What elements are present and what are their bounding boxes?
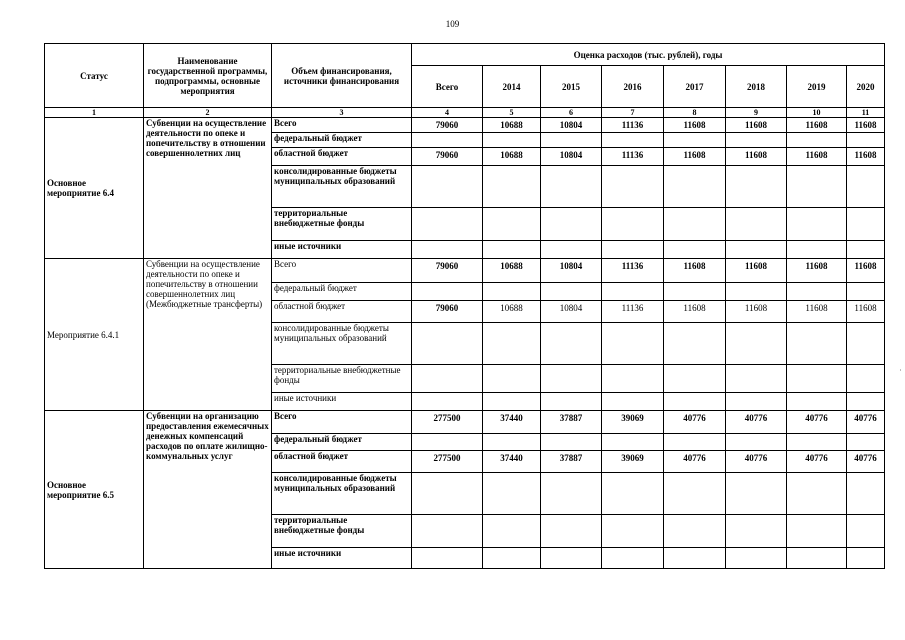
- amount-cell: [726, 208, 787, 241]
- amount-cell: [726, 434, 787, 451]
- amount-cell: 11608: [787, 118, 847, 133]
- column-number: 11: [847, 108, 885, 118]
- amount-cell: [847, 473, 885, 515]
- amount-cell: 11136: [602, 301, 664, 323]
- amount-cell: [787, 208, 847, 241]
- amount-cell: 40776: [847, 451, 885, 473]
- amount-cell: [787, 323, 847, 365]
- column-number: 1: [45, 108, 144, 118]
- amount-cell: [847, 133, 885, 148]
- amount-cell: [787, 283, 847, 301]
- header-year: 2019: [787, 66, 847, 108]
- amount-cell: [847, 166, 885, 208]
- header-year: 2015: [541, 66, 602, 108]
- amount-cell: [787, 133, 847, 148]
- section-name: Субвенции на осуществление деятельности по опеке и попечительству в отношении совершеннолетних лиц: [144, 118, 272, 259]
- amount-cell: 37440: [483, 411, 541, 434]
- amount-cell: [483, 133, 541, 148]
- amount-cell: [541, 323, 602, 365]
- amount-cell: [847, 393, 885, 411]
- amount-cell: [664, 283, 726, 301]
- amount-cell: [787, 365, 847, 393]
- amount-cell: [726, 283, 787, 301]
- amount-cell: [412, 133, 483, 148]
- amount-cell: [726, 133, 787, 148]
- amount-cell: [541, 241, 602, 259]
- amount-cell: 277500: [412, 451, 483, 473]
- funding-source: иные источники: [272, 241, 412, 259]
- amount-cell: 10688: [483, 301, 541, 323]
- amount-cell: [787, 473, 847, 515]
- amount-cell: 11136: [602, 259, 664, 283]
- amount-cell: 11608: [787, 148, 847, 166]
- funding-source: консолидированные бюджеты муниципальных образований: [272, 323, 412, 365]
- header-year: 2020: [847, 66, 885, 108]
- amount-cell: [602, 323, 664, 365]
- amount-cell: 39069: [602, 411, 664, 434]
- column-number: 5: [483, 108, 541, 118]
- funding-source: федеральный бюджет: [272, 434, 412, 451]
- amount-cell: [726, 473, 787, 515]
- amount-cell: [664, 434, 726, 451]
- amount-cell: 11608: [787, 259, 847, 283]
- amount-cell: [726, 393, 787, 411]
- amount-cell: [726, 365, 787, 393]
- funding-source: областной бюджет: [272, 301, 412, 323]
- amount-cell: [483, 365, 541, 393]
- amount-cell: 40776: [726, 451, 787, 473]
- section-name: Субвенции на осуществление деятельности по опеке и попечительству в отношении совершеннолетних лиц (Межбюджетные трансферты): [144, 259, 272, 411]
- amount-cell: 10804: [541, 301, 602, 323]
- amount-cell: [541, 393, 602, 411]
- amount-cell: [847, 548, 885, 569]
- column-number: 8: [664, 108, 726, 118]
- amount-cell: 40776: [664, 411, 726, 434]
- amount-cell: [483, 548, 541, 569]
- amount-cell: [541, 166, 602, 208]
- amount-cell: 11136: [602, 148, 664, 166]
- amount-cell: [541, 515, 602, 548]
- column-number: 10: [787, 108, 847, 118]
- amount-cell: [412, 365, 483, 393]
- amount-cell: [412, 208, 483, 241]
- amount-cell: [787, 393, 847, 411]
- page-number: 109: [445, 19, 460, 29]
- amount-cell: 277500: [412, 411, 483, 434]
- funding-source: Всего: [272, 411, 412, 434]
- amount-cell: [847, 365, 885, 393]
- amount-cell: [726, 515, 787, 548]
- amount-cell: [483, 166, 541, 208]
- amount-cell: 11608: [847, 301, 885, 323]
- amount-cell: [412, 241, 483, 259]
- header-year: 2018: [726, 66, 787, 108]
- amount-cell: 11608: [664, 301, 726, 323]
- header-status: Статус: [45, 44, 144, 108]
- column-number-row: [45, 108, 885, 118]
- amount-cell: 40776: [787, 451, 847, 473]
- amount-cell: [726, 323, 787, 365]
- amount-cell: [726, 241, 787, 259]
- amount-cell: [787, 434, 847, 451]
- amount-cell: 11608: [664, 259, 726, 283]
- amount-cell: [847, 283, 885, 301]
- amount-cell: 39069: [602, 451, 664, 473]
- amount-cell: [787, 241, 847, 259]
- amount-cell: [602, 473, 664, 515]
- amount-cell: 37440: [483, 451, 541, 473]
- amount-cell: 37887: [541, 411, 602, 434]
- header-source: Объем финансирования, источники финансирования: [272, 44, 412, 108]
- header-estimate: Оценка расходов (тыс. рублей), годы: [412, 44, 885, 66]
- funding-source: территориальные внебюджетные фонды: [272, 365, 412, 393]
- amount-cell: 11136: [602, 118, 664, 133]
- amount-cell: [602, 241, 664, 259]
- amount-cell: [483, 283, 541, 301]
- amount-cell: 79060: [412, 118, 483, 133]
- amount-cell: 11608: [847, 259, 885, 283]
- funding-source: территориальные внебюджетные фонды: [272, 515, 412, 548]
- amount-cell: [664, 473, 726, 515]
- amount-cell: [602, 208, 664, 241]
- funding-source: иные источники: [272, 548, 412, 569]
- funding-source: Всего: [272, 259, 412, 283]
- amount-cell: [847, 434, 885, 451]
- amount-cell: [602, 365, 664, 393]
- table-row: [45, 118, 885, 133]
- amount-cell: [412, 515, 483, 548]
- header-year: 2017: [664, 66, 726, 108]
- funding-source: федеральный бюджет: [272, 133, 412, 148]
- amount-cell: 40776: [847, 411, 885, 434]
- amount-cell: [602, 133, 664, 148]
- amount-cell: [412, 393, 483, 411]
- column-number: 3: [272, 108, 412, 118]
- amount-cell: [664, 208, 726, 241]
- amount-cell: 11608: [726, 259, 787, 283]
- amount-cell: [664, 241, 726, 259]
- budget-table: [44, 43, 885, 569]
- amount-cell: [541, 133, 602, 148]
- amount-cell: 40776: [726, 411, 787, 434]
- amount-cell: [541, 548, 602, 569]
- column-number: 6: [541, 108, 602, 118]
- amount-cell: [664, 548, 726, 569]
- amount-cell: [483, 241, 541, 259]
- funding-source: областной бюджет: [272, 148, 412, 166]
- funding-source: консолидированные бюджеты муниципальных образований: [272, 473, 412, 515]
- section-status: Мероприятие 6.4.1: [45, 259, 144, 411]
- amount-cell: [412, 473, 483, 515]
- column-number: 9: [726, 108, 787, 118]
- header-year: 2014: [483, 66, 541, 108]
- amount-cell: [847, 241, 885, 259]
- amount-cell: 40776: [787, 411, 847, 434]
- amount-cell: 40776: [664, 451, 726, 473]
- header-year: 2016: [602, 66, 664, 108]
- amount-cell: [602, 283, 664, 301]
- amount-cell: [664, 166, 726, 208]
- amount-cell: [847, 323, 885, 365]
- amount-cell: [664, 323, 726, 365]
- amount-cell: [541, 434, 602, 451]
- amount-cell: [726, 166, 787, 208]
- amount-cell: [602, 166, 664, 208]
- amount-cell: [412, 166, 483, 208]
- amount-cell: [541, 283, 602, 301]
- amount-cell: 10804: [541, 259, 602, 283]
- amount-cell: [602, 515, 664, 548]
- amount-cell: 11608: [664, 118, 726, 133]
- amount-cell: [483, 473, 541, 515]
- amount-cell: 79060: [412, 301, 483, 323]
- amount-cell: [847, 208, 885, 241]
- amount-cell: 10688: [483, 148, 541, 166]
- column-number: 2: [144, 108, 272, 118]
- amount-cell: 79060: [412, 148, 483, 166]
- amount-cell: [483, 515, 541, 548]
- amount-cell: 11608: [664, 148, 726, 166]
- column-number: 4: [412, 108, 483, 118]
- amount-cell: [602, 434, 664, 451]
- amount-cell: 11608: [726, 148, 787, 166]
- amount-cell: [541, 365, 602, 393]
- amount-cell: [847, 515, 885, 548]
- amount-cell: [412, 434, 483, 451]
- table-row: [45, 411, 885, 434]
- amount-cell: 11608: [847, 118, 885, 133]
- amount-cell: [541, 208, 602, 241]
- amount-cell: [664, 133, 726, 148]
- amount-cell: 11608: [847, 148, 885, 166]
- amount-cell: [787, 548, 847, 569]
- section-status: Основное мероприятие 6.4: [45, 118, 144, 259]
- scan-mark: ˙: [899, 368, 902, 378]
- funding-source: консолидированные бюджеты муниципальных образований: [272, 166, 412, 208]
- funding-source: иные источники: [272, 393, 412, 411]
- amount-cell: 10688: [483, 259, 541, 283]
- amount-cell: [483, 208, 541, 241]
- column-number: 7: [602, 108, 664, 118]
- amount-cell: 37887: [541, 451, 602, 473]
- amount-cell: [664, 393, 726, 411]
- amount-cell: [483, 323, 541, 365]
- amount-cell: [602, 393, 664, 411]
- amount-cell: [602, 548, 664, 569]
- table-row: [45, 259, 885, 283]
- funding-source: Всего: [272, 118, 412, 133]
- amount-cell: 10804: [541, 148, 602, 166]
- funding-source: территориальные внебюджетные фонды: [272, 208, 412, 241]
- amount-cell: [483, 393, 541, 411]
- amount-cell: [412, 548, 483, 569]
- amount-cell: 79060: [412, 259, 483, 283]
- amount-cell: 11608: [726, 118, 787, 133]
- header-name: Наименование государственной программы, подпрограммы, основные мероприятия: [144, 44, 272, 108]
- amount-cell: 11608: [726, 301, 787, 323]
- amount-cell: [412, 283, 483, 301]
- funding-source: федеральный бюджет: [272, 283, 412, 301]
- funding-source: областной бюджет: [272, 451, 412, 473]
- amount-cell: [664, 515, 726, 548]
- amount-cell: 10804: [541, 118, 602, 133]
- amount-cell: [787, 166, 847, 208]
- amount-cell: [412, 323, 483, 365]
- section-status: Основное мероприятие 6.5: [45, 411, 144, 569]
- amount-cell: 11608: [787, 301, 847, 323]
- amount-cell: 10688: [483, 118, 541, 133]
- header-year-total: Всего: [412, 66, 483, 108]
- amount-cell: [483, 434, 541, 451]
- amount-cell: [664, 365, 726, 393]
- amount-cell: [787, 515, 847, 548]
- amount-cell: [726, 548, 787, 569]
- section-name: Субвенции на организацию предоставления ежемесячных денежных компенсаций расходов по оплате жилищно-коммунальных услуг: [144, 411, 272, 569]
- amount-cell: [541, 473, 602, 515]
